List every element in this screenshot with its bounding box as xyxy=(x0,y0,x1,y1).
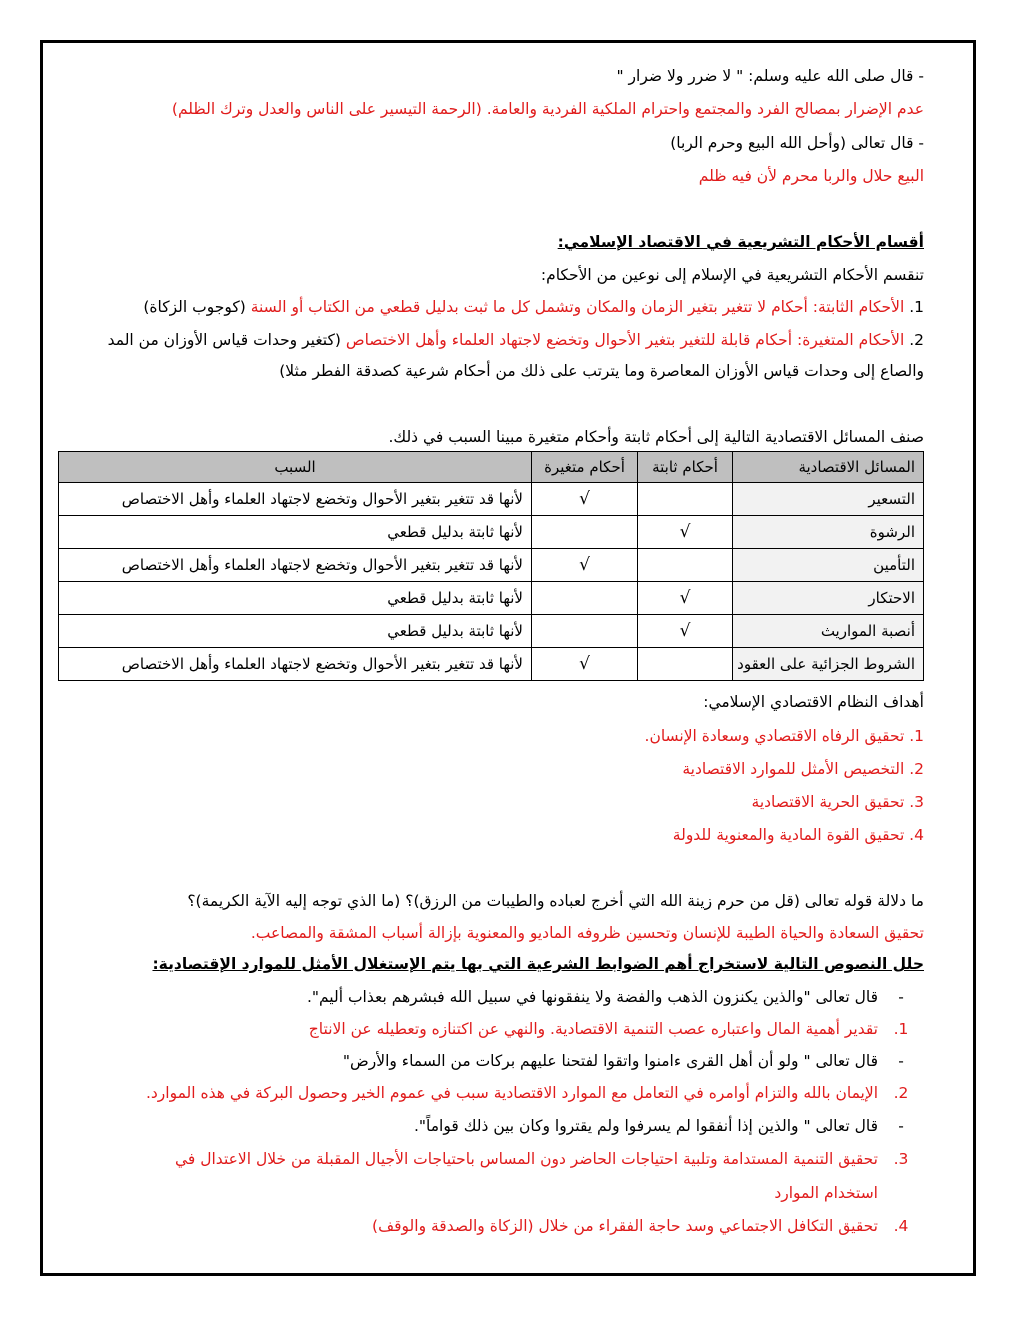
question-text: ما دلالة قوله تعالى (قل من حرم زينة الله التي أخرج لعباده والطيبات من الرزق)؟ (ما الذي توجه إليه الآية الكريمة)؟ xyxy=(187,892,924,910)
section-heading-rulings: أقسام الأحكام التشريعية في الاقتصاد الإسلامي: xyxy=(557,233,924,251)
dash-marker: - xyxy=(898,988,904,1006)
answer-text: الإيمان بالله والتزام أوامره في التعامل مع الموارد الاقتصادية سبب في عموم الخير وحصول البركة في هذه الموارد. xyxy=(145,1084,878,1102)
cell-fixed xyxy=(638,648,733,681)
cell-variable: √ xyxy=(532,549,638,582)
cell-reason: لأنها قد تتغير بتغير الأحوال وتخضع لاجتهاد العلماء وأهل الاختصاص xyxy=(59,549,532,582)
cell-reason: لأنها ثابتة بدليل قطعي xyxy=(59,582,532,615)
header-fixed: أحكام ثابتة xyxy=(638,452,733,483)
goal-item: 1. تحقيق الرفاه الاقتصادي وسعادة الإنسان. xyxy=(644,727,924,745)
cell-topic: الاحتكار xyxy=(733,582,924,615)
item-number: 3. xyxy=(893,1150,909,1168)
control-verse xyxy=(96,1113,924,1139)
control-answer xyxy=(96,1213,924,1239)
cell-fixed: √ xyxy=(638,516,733,549)
table-row xyxy=(59,483,924,516)
control-answer xyxy=(96,1080,924,1106)
goals-heading: أهداف النظام الاقتصادي الإسلامي: xyxy=(703,693,924,711)
answer-text: تحقيق التكافل الاجتماعي وسد حاجة الفقراء من خلال (الزكاة والصدقة والوقف) xyxy=(372,1217,878,1235)
dash-marker: - xyxy=(898,1117,904,1135)
ruling-variable-example: (كتغير وحدات قياس الأوزان من المد xyxy=(107,331,346,349)
dash-marker: - xyxy=(898,1052,904,1070)
table-instruction: صنف المسائل الاقتصادية التالية إلى أحكام ثابتة وأحكام متغيرة مبينا السبب في ذلك. xyxy=(388,428,924,446)
cell-variable xyxy=(532,516,638,549)
item-number: 2. xyxy=(909,331,924,349)
table-header-row xyxy=(59,452,924,483)
item-number: 1. xyxy=(893,1020,909,1038)
answer-text: تحقيق التنمية المستدامة وتلبية احتياجات الحاضر دون المساس باحتياجات الأجيال المقبلة من خلال الاعتدال في xyxy=(174,1150,878,1168)
verse-answer: البيع حلال والربا محرم لأن فيه ظلم xyxy=(698,167,924,185)
table-row xyxy=(59,648,924,681)
classification-table xyxy=(58,451,924,681)
cell-topic: التسعير xyxy=(733,483,924,516)
ruling-item-fixed xyxy=(96,294,924,320)
item-number: 2. xyxy=(893,1084,909,1102)
goal-item: 2. التخصيص الأمثل للموارد الاقتصادية xyxy=(682,760,924,778)
verse-text: قال تعالى " ولو أن أهل القرى ءامنوا واتقوا لفتحنا عليهم بركات من السماء والأرض" xyxy=(342,1052,878,1070)
goal-item: 4. تحقيق القوة المادية والمعنوية للدولة xyxy=(672,826,924,844)
header-reason: السبب xyxy=(59,452,532,483)
goal-item: 3. تحقيق الحرية الاقتصادية xyxy=(751,793,924,811)
table-row xyxy=(59,516,924,549)
cell-reason: لأنها قد تتغير بتغير الأحوال وتخضع لاجتهاد العلماء وأهل الاختصاص xyxy=(59,483,532,516)
control-verse xyxy=(96,1048,924,1074)
control-answer xyxy=(96,1016,924,1042)
header-variable: أحكام متغيرة xyxy=(532,452,638,483)
table-row xyxy=(59,549,924,582)
verse-text: قال تعالى " والذين إذا أنفقوا لم يسرفوا ولم يقتروا وكان بين ذلك قواماً". xyxy=(413,1117,878,1135)
table-row xyxy=(59,615,924,648)
cell-topic: الرشوة xyxy=(733,516,924,549)
hadith-answer: عدم الإضرار بمصالح الفرد والمجتمع واحترام الملكية الفردية والعامة. (الرحمة التيسير على الناس والعدل وترك الظلم) xyxy=(171,100,924,118)
cell-reason: لأنها ثابتة بدليل قطعي xyxy=(59,615,532,648)
item-number: 1. xyxy=(909,298,924,316)
answer-text: تقدير أهمية المال واعتباره عصب التنمية الاقتصادية. والنهي عن اكتنازه وتعطيله عن الانتاج xyxy=(308,1020,878,1038)
cell-fixed xyxy=(638,483,733,516)
cell-variable: √ xyxy=(532,648,638,681)
cell-topic: الشروط الجزائية على العقود xyxy=(733,648,924,681)
verse-text: قال تعالى "والذين يكنزون الذهب والفضة ولا ينفقونها في سبيل الله فبشرهم بعذاب أليم". xyxy=(306,988,878,1006)
cell-reason: لأنها ثابتة بدليل قطعي xyxy=(59,516,532,549)
cell-variable xyxy=(532,582,638,615)
cell-variable xyxy=(532,615,638,648)
cell-reason: لأنها قد تتغير بتغير الأحوال وتخضع لاجتهاد العلماء وأهل الاختصاص xyxy=(59,648,532,681)
ruling-fixed-example: (كوجوب الزكاة) xyxy=(143,298,251,316)
question-answer: تحقيق السعادة والحياة الطيبة للإنسان وتحسين ظروفه الماديو والمعنوية بإزالة أسباب المشقة والمصاعب. xyxy=(250,924,924,942)
control-answer-continuation: استخدام الموارد xyxy=(774,1184,878,1202)
rulings-intro: تنقسم الأحكام التشريعية في الإسلام إلى نوعين من الأحكام: xyxy=(540,266,924,284)
cell-fixed: √ xyxy=(638,582,733,615)
header-topic: المسائل الاقتصادية xyxy=(733,452,924,483)
control-answer xyxy=(96,1146,924,1172)
ruling-item-variable xyxy=(96,327,924,353)
cell-variable: √ xyxy=(532,483,638,516)
cell-topic: أنصبة المواريث xyxy=(733,615,924,648)
item-number: 4. xyxy=(893,1217,909,1235)
ruling-variable-definition: الأحكام المتغيرة: أحكام قابلة للتغير بتغير الأحوال وتخضع لاجتهاد العلماء وأهل الاختصاص xyxy=(345,331,905,349)
ruling-variable-continuation: والصاع إلى وحدات قياس الأوزان المعاصرة وما يترتب على ذلك من أحكام شرعية كصدقة الفطر مثلا) xyxy=(279,362,924,380)
control-verse xyxy=(96,984,924,1010)
cell-fixed: √ xyxy=(638,615,733,648)
cell-fixed xyxy=(638,549,733,582)
hadith-text: - قال صلى الله عليه وسلم: " لا ضرر ولا ضرار " xyxy=(616,67,924,85)
controls-heading: حلل النصوص التالية لاستخراج أهم الضوابط الشرعية التي بها يتم الإستغلال الأمثل للموارد الإقتصادية: xyxy=(152,955,924,973)
verse-text: - قال تعالى (وأحل الله البيع وحرم الربا) xyxy=(670,134,924,152)
ruling-fixed-definition: الأحكام الثابتة: أحكام لا تتغير بتغير الزمان والمكان وتشمل كل ما ثبت بدليل قطعي من الكتاب أو السنة xyxy=(250,298,905,316)
cell-topic: التأمين xyxy=(733,549,924,582)
table-row xyxy=(59,582,924,615)
